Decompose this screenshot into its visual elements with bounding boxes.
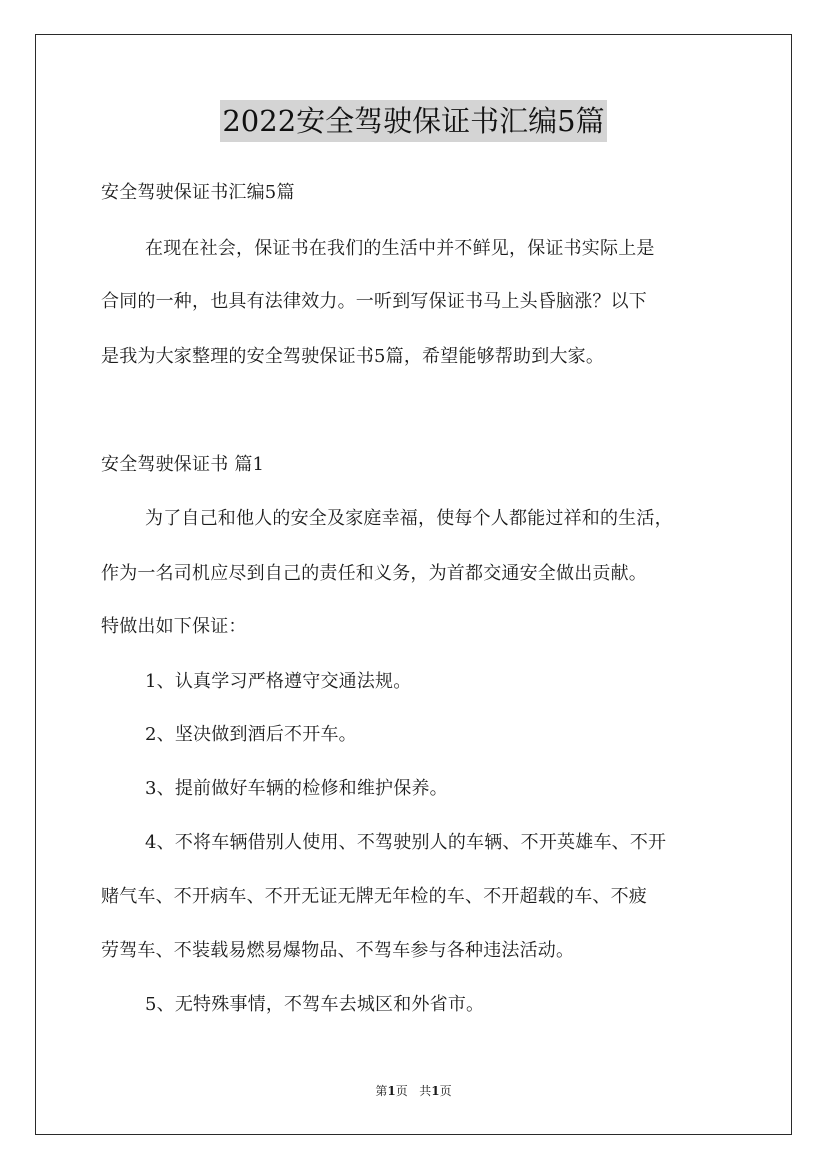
total-prefix: 共 (419, 1084, 432, 1098)
list-item-4-line-2: 赌气车、不开病车、不开无证无牌无年检的车、不开超载的车、不疲 (101, 886, 647, 907)
page-prefix: 第 (375, 1084, 388, 1098)
total-suffix: 页 (439, 1084, 452, 1098)
page-number: 1 (387, 1084, 396, 1098)
page-suffix: 页 (395, 1084, 408, 1098)
section-para-line-1: 为了自己和他人的安全及家庭幸福，使每个人都能过祥和的生活， (145, 508, 673, 529)
intro-line-1: 在现在社会，保证书在我们的生活中并不鲜见，保证书实际上是 (145, 238, 655, 259)
list-item-4-line-1: 4、不将车辆借别人使用、不驾驶别人的车辆、不开英雄车、不开 (145, 832, 667, 853)
document-title: 2022安全驾驶保证书汇编5篇 (220, 100, 606, 142)
intro-line-3: 是我为大家整理的安全驾驶保证书5篇，希望能够帮助到大家。 (101, 346, 605, 367)
total-pages: 1 (431, 1084, 440, 1098)
section-para-line-2: 作为一名司机应尽到自己的责任和义务，为首都交通安全做出贡献。 (101, 563, 647, 584)
list-item-4-line-3: 劳驾车、不装载易燃易爆物品、不驾车参与各种违法活动。 (101, 940, 575, 961)
list-item-5: 5、无特殊事情，不驾车去城区和外省市。 (145, 994, 485, 1015)
page-footer (0, 1083, 827, 1099)
section-heading: 安全驾驶保证书 篇1 (101, 454, 265, 475)
list-item-1: 1、认真学习严格遵守交通法规。 (145, 671, 412, 692)
title-wrap (0, 100, 827, 142)
section-para-line-3: 特做出如下保证： (101, 616, 247, 637)
list-item-3: 3、提前做好车辆的检修和维护保养。 (145, 778, 448, 799)
document-subtitle: 安全驾驶保证书汇编5篇 (101, 182, 295, 203)
intro-line-2: 合同的一种，也具有法律效力。一听到写保证书马上头昏脑涨？以下 (101, 291, 647, 312)
list-item-2: 2、坚决做到酒后不开车。 (145, 724, 357, 745)
